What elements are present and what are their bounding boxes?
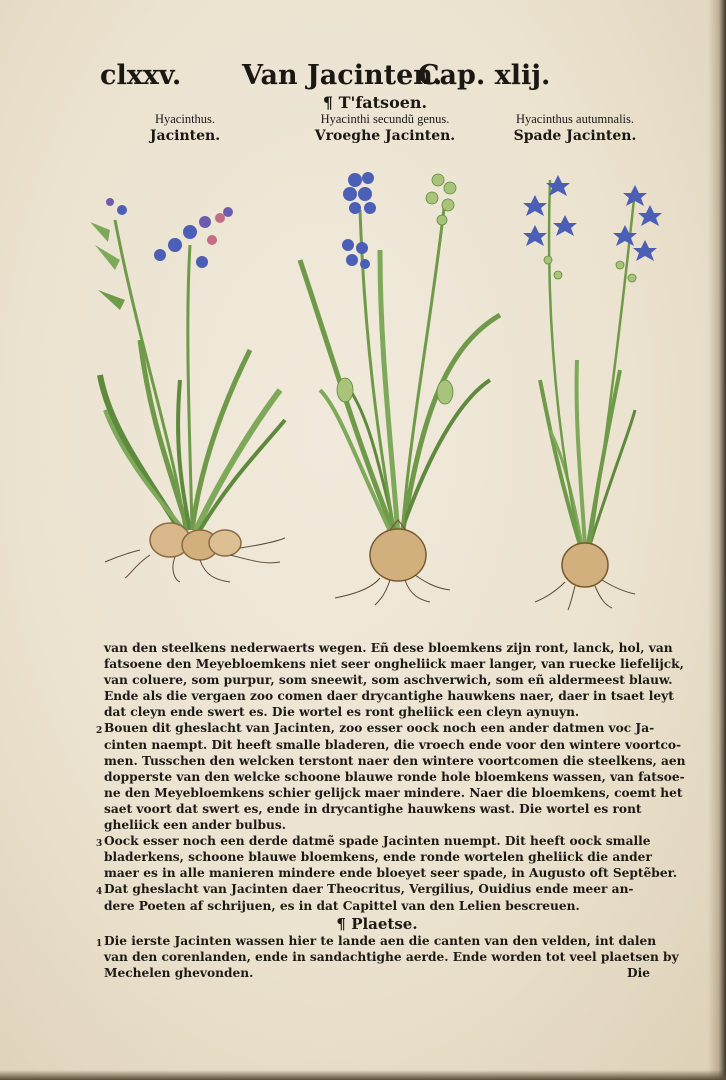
chapter-number: Cap. xlij. [418, 60, 551, 91]
folio-number: clxxv. [100, 60, 182, 91]
page-edge-shadow [708, 0, 726, 1080]
plant-3-spade-jacinten [523, 175, 662, 610]
text-line [104, 965, 650, 981]
plant-latin-name: Hyacinthus. [154, 112, 216, 126]
text-line: Bouen dit gheslacht van Jacinten, zoo esser oock noch een ander datmen voc Ja- [104, 721, 655, 736]
text-line: van coluere, som purpur, som sneewit, som aschverwich, som eñ aldermeest blauw. [104, 673, 673, 688]
paragraph-number-line [96, 933, 657, 949]
text-line: van den steelkens nederwaerts wegen. Eñ dese bloemkens zijn ront, lanck, hol, van [104, 641, 673, 655]
paragraph-number: 2 [96, 726, 103, 737]
botanical-woodcut-illustration [80, 150, 670, 640]
plant-dutch-name: Vroeghe Jacinten. [314, 128, 456, 144]
body-text [96, 640, 686, 981]
plant-dutch-name: Spade Jacinten. [513, 128, 637, 144]
page-bottom-shadow [0, 1070, 726, 1080]
text-line: Oock esser noch een derde datmẽ spade Jacinten nuempt. Dit heeft oock smalle [104, 834, 651, 849]
paragraph-number-line [96, 881, 650, 898]
text-line: maer es in alle manieren mindere ende bloeyet seer spade, in Augusto oft Septẽber. [104, 866, 678, 881]
text-line: dat cleyn ende swert es. Die wortel es ront gheliick een cleyn aynuyn. [104, 705, 580, 720]
section-heading: ¶ T'fatsoen. [322, 93, 428, 112]
text-line: dopperste van den welcke schoone blauwe ronde hole bloemkens wassen, van fatsoe- [104, 769, 685, 784]
plant-label-1 [130, 111, 240, 145]
paragraph-number-line [96, 720, 655, 737]
plant-dutch-name: Jacinten. [149, 128, 221, 144]
text-line: ne den Meyebloemkens schier gelijck maer mindere. Naer die bloemkens, coemt het [104, 785, 683, 800]
text-line: gheliick een ander bulbus. [104, 818, 286, 833]
text-line: fatsoene den Meyebloemkens niet seer ongheliick maer langer, van ruecke liefelijck, [104, 657, 684, 672]
paragraph-number: 4 [96, 887, 103, 898]
text-line: Ende als die vergaen zoo comen daer drycantighe hauwkens naer, daer in tsaet leyt [104, 689, 674, 704]
plant-2-vroeghe-jacinten [300, 172, 500, 605]
chapter-title: Van Jacinten. [242, 60, 443, 91]
plant-label-2 [300, 111, 470, 145]
plant-label-3 [490, 111, 660, 145]
paragraph-number: 1 [96, 938, 103, 949]
paragraph-number: 3 [96, 839, 103, 850]
text-line: dere Poeten af schrijuen, es in dat Capittel van den Lelien bescreuen. [104, 898, 580, 913]
text-line: van den corenlanden, ende in sandachtighe aerde. Ende worden tot veel plaetsen by [104, 949, 679, 964]
text-line: Dat gheslacht van Jacinten daer Theocritus, Vergilius, Ouidius ende meer an- [104, 882, 634, 897]
paragraph-number-line [96, 833, 651, 850]
text-line: men. Tusschen den welcken terstont naer den wintere voortcomen die steelkens, aen [104, 753, 686, 768]
text-line: bladerkens, schoone blauwe bloemkens, ende ronde wortelen gheliick die ander [104, 850, 652, 865]
text-line-content: Mechelen ghevonden. [104, 965, 254, 980]
text-line: saet voort dat swert es, ende in drycantighe hauwkens wast. Die wortel es ront [104, 801, 642, 816]
woodcut-svg [80, 150, 670, 640]
subheading-plaetse: ¶ Plaetse. [336, 914, 418, 933]
plant-latin-name: Hyacinthi secundũ genus. [320, 112, 450, 126]
plant-1-hyacinthus [90, 198, 285, 582]
catchword: Die [627, 965, 650, 980]
text-line: Die ierste Jacinten wassen hier te lande aen die canten van den velden, int dalen [104, 933, 657, 948]
plant-latin-name: Hyacinthus autumnalis. [515, 112, 635, 126]
text-line: cinten naempt. Dit heeft smalle bladeren, die vroech ende voor den wintere voortco- [104, 737, 682, 752]
